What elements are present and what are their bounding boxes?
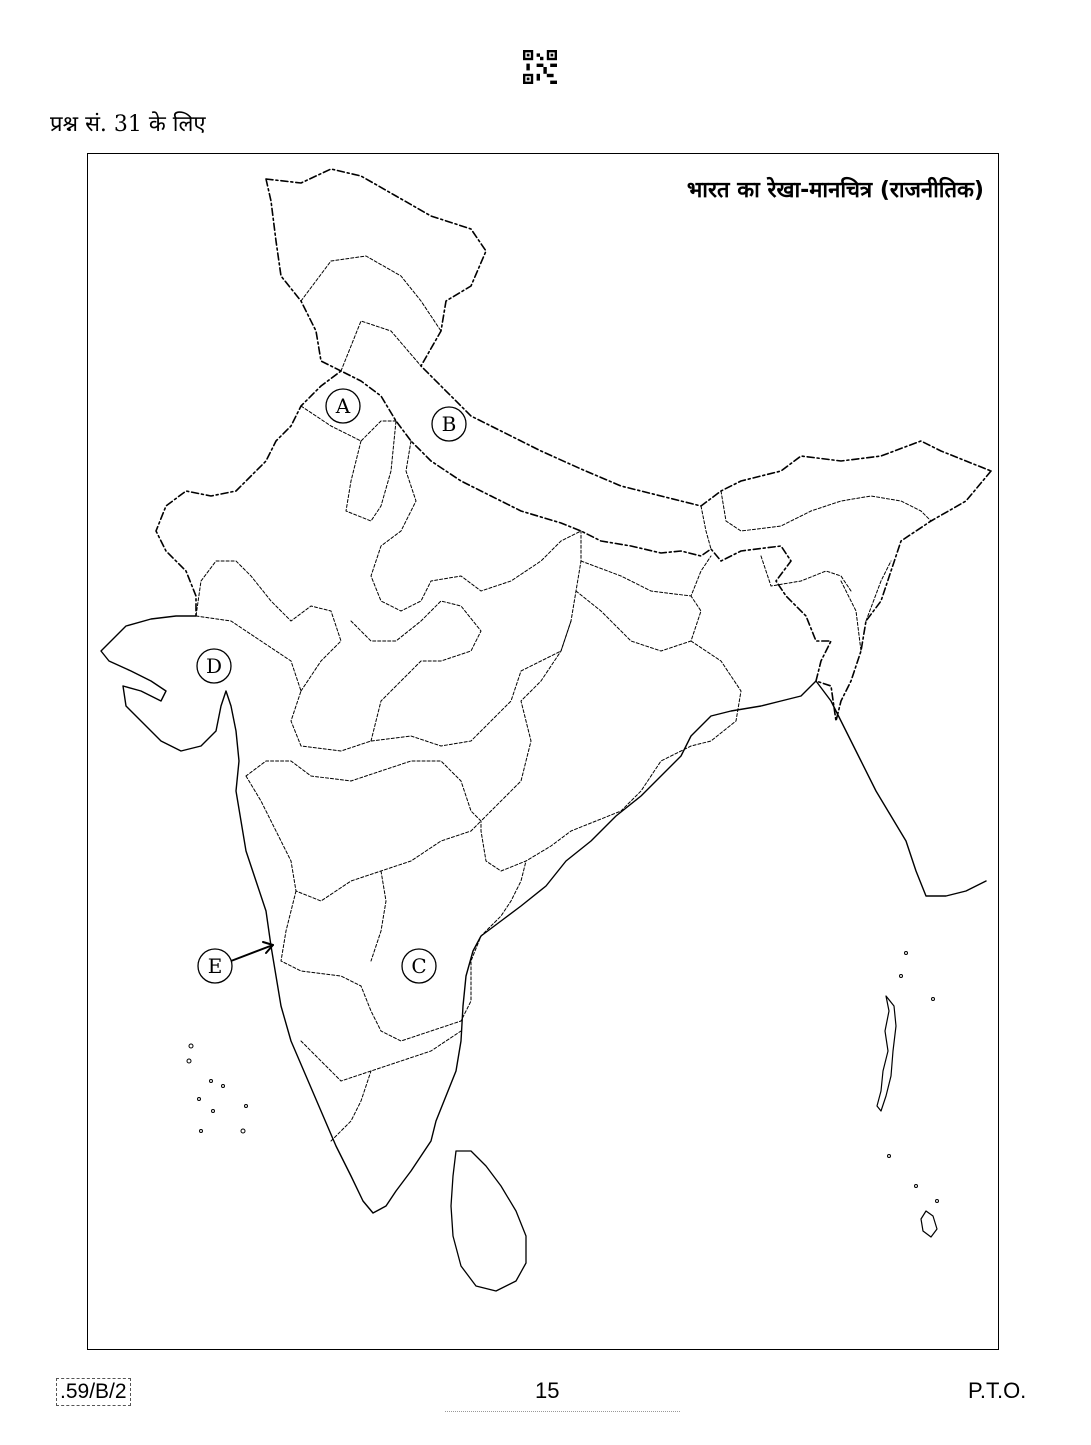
lakshadweep-islands	[187, 1044, 248, 1133]
state-boundary	[331, 1071, 371, 1141]
state-boundary	[281, 861, 526, 1041]
state-boundary	[371, 441, 581, 611]
map-marker-c	[402, 949, 436, 983]
footer-watermark-strip	[445, 1411, 680, 1416]
state-boundary	[346, 421, 396, 521]
svg-text:C: C	[411, 954, 427, 978]
state-boundary	[351, 601, 481, 741]
state-boundary	[246, 621, 571, 821]
state-boundary	[576, 591, 701, 651]
state-boundary	[701, 491, 931, 549]
state-boundary	[301, 256, 441, 331]
map-frame	[87, 153, 999, 1350]
map-marker-a	[326, 389, 360, 423]
svg-text:D: D	[205, 654, 223, 678]
pto-label: P.T.O.	[968, 1378, 1027, 1403]
map-marker-b	[432, 407, 466, 441]
andaman-islands	[877, 996, 896, 1111]
state-boundary	[371, 871, 386, 961]
nicobar-islands	[921, 1211, 937, 1237]
map-marker-d	[197, 649, 231, 683]
svg-text:B: B	[441, 412, 457, 436]
small-islands	[888, 952, 939, 1203]
india-outline-map	[88, 154, 998, 1349]
map-title: भारत का रेखा-मानचित्र (राजनीतिक)	[686, 178, 984, 203]
qr-code-icon	[523, 50, 557, 84]
svg-text:E: E	[207, 954, 223, 978]
international-border	[156, 169, 991, 721]
map-marker-e	[198, 949, 232, 983]
svg-text:A: A	[335, 394, 351, 418]
question-reference: प्रश्न सं. 31 के लिए	[50, 112, 206, 137]
state-boundary	[246, 776, 481, 901]
state-boundary	[301, 1031, 461, 1081]
state-boundary	[341, 321, 421, 371]
coastline	[101, 616, 986, 1213]
state-boundary	[761, 556, 851, 591]
state-boundary	[581, 556, 711, 596]
sri-lanka-outline	[451, 1151, 526, 1291]
state-boundary	[841, 561, 891, 651]
page-number: 15	[535, 1378, 560, 1403]
paper-code: .59/B/2	[56, 1378, 131, 1406]
